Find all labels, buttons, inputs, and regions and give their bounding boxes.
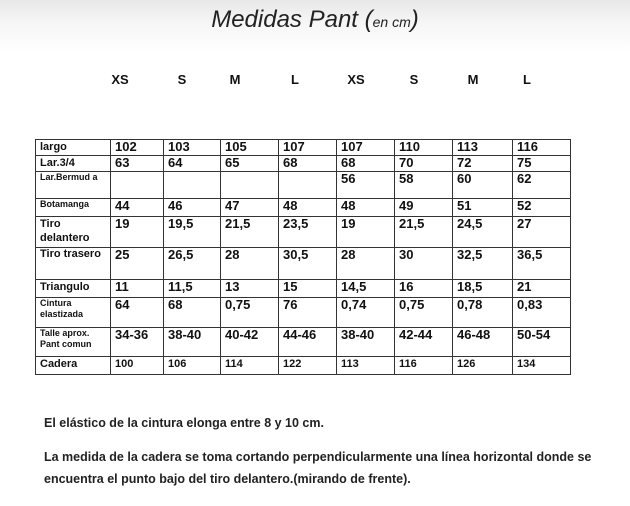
- row-label: Botamanga: [36, 199, 111, 217]
- page-title: [0, 6, 630, 34]
- measure-cell: 18,5: [453, 280, 513, 298]
- row-label: Tiro delantero: [36, 217, 111, 248]
- measure-cell: 76: [279, 298, 337, 328]
- measure-cell: 21: [513, 280, 571, 298]
- measure-cell: 19,5: [164, 217, 221, 248]
- note-elastic: El elástico de la cintura elonga entre 8 y 10 cm.: [44, 416, 324, 430]
- measurements-table: [35, 139, 571, 375]
- measure-cell: 27: [513, 217, 571, 248]
- row-label: Lar.3/4: [36, 156, 111, 172]
- measure-cell: [221, 172, 279, 199]
- size-label: S: [177, 72, 187, 87]
- size-label: S: [409, 72, 419, 87]
- measure-cell: 68: [337, 156, 395, 172]
- size-label: XS: [111, 72, 129, 87]
- measure-cell: 106: [164, 357, 221, 375]
- row-label: largo: [36, 140, 111, 156]
- measure-cell: 116: [513, 140, 571, 156]
- measure-cell: [279, 172, 337, 199]
- measure-cell: 60: [453, 172, 513, 199]
- measure-cell: 16: [395, 280, 453, 298]
- title-main: Medidas Pant: [211, 6, 365, 33]
- measure-cell: 44: [111, 199, 164, 217]
- table-row: [36, 280, 571, 298]
- measure-cell: 11: [111, 280, 164, 298]
- table-row: [36, 172, 571, 199]
- measure-cell: 56: [337, 172, 395, 199]
- measure-cell: 26,5: [164, 248, 221, 280]
- measure-cell: 100: [111, 357, 164, 375]
- measure-cell: 126: [453, 357, 513, 375]
- measure-cell: 38-40: [164, 328, 221, 357]
- measure-cell: 42-44: [395, 328, 453, 357]
- measure-cell: 14,5: [337, 280, 395, 298]
- measure-cell: 114: [221, 357, 279, 375]
- size-label: M: [467, 72, 479, 87]
- measure-cell: 24,5: [453, 217, 513, 248]
- measure-cell: 30,5: [279, 248, 337, 280]
- measure-cell: 116: [395, 357, 453, 375]
- measure-cell: 68: [279, 156, 337, 172]
- title-paren-open: (: [364, 6, 373, 33]
- measure-cell: 46: [164, 199, 221, 217]
- measure-cell: [164, 172, 221, 199]
- measure-cell: 113: [337, 357, 395, 375]
- measure-cell: 110: [395, 140, 453, 156]
- size-label: XS: [347, 72, 365, 87]
- measure-cell: 30: [395, 248, 453, 280]
- row-label: Tiro trasero: [36, 248, 111, 280]
- measure-cell: 13: [221, 280, 279, 298]
- measure-cell: 49: [395, 199, 453, 217]
- size-label: L: [291, 72, 299, 87]
- measure-cell: 23,5: [279, 217, 337, 248]
- measure-cell: 107: [337, 140, 395, 156]
- measure-cell: 34-36: [111, 328, 164, 357]
- measure-cell: 68: [164, 298, 221, 328]
- row-label: Cintura elastizada: [36, 298, 111, 328]
- measure-cell: 62: [513, 172, 571, 199]
- measure-cell: 0,83: [513, 298, 571, 328]
- title-unit: en cm: [372, 14, 411, 30]
- measure-cell: 11,5: [164, 280, 221, 298]
- measure-cell: 0,78: [453, 298, 513, 328]
- measure-cell: 19: [337, 217, 395, 248]
- measure-cell: 102: [111, 140, 164, 156]
- measure-cell: 21,5: [221, 217, 279, 248]
- measure-cell: 50-54: [513, 328, 571, 357]
- measure-cell: 113: [453, 140, 513, 156]
- size-label: L: [523, 72, 531, 87]
- measure-cell: 15: [279, 280, 337, 298]
- table-row: [36, 156, 571, 172]
- measure-cell: 28: [221, 248, 279, 280]
- measure-cell: 65: [221, 156, 279, 172]
- size-label: M: [229, 72, 241, 87]
- measure-cell: 38-40: [337, 328, 395, 357]
- measure-cell: 107: [279, 140, 337, 156]
- measure-cell: 32,5: [453, 248, 513, 280]
- measure-cell: 64: [164, 156, 221, 172]
- measure-cell: 46-48: [453, 328, 513, 357]
- table-row: [36, 199, 571, 217]
- measure-cell: 72: [453, 156, 513, 172]
- measure-cell: 25: [111, 248, 164, 280]
- measure-cell: 103: [164, 140, 221, 156]
- measure-cell: 44-46: [279, 328, 337, 357]
- title-paren-close: ): [410, 6, 419, 33]
- measure-cell: 28: [337, 248, 395, 280]
- table-row: [36, 328, 571, 357]
- measure-cell: 47: [221, 199, 279, 217]
- measure-cell: [111, 172, 164, 199]
- row-label: Lar.Bermud a: [36, 172, 111, 199]
- measure-cell: 48: [279, 199, 337, 217]
- row-label: Triangulo: [36, 280, 111, 298]
- measure-cell: 134: [513, 357, 571, 375]
- table-row: [36, 217, 571, 248]
- measure-cell: 70: [395, 156, 453, 172]
- measure-cell: 64: [111, 298, 164, 328]
- measure-cell: 40-42: [221, 328, 279, 357]
- measure-cell: 105: [221, 140, 279, 156]
- size-header: [0, 72, 630, 90]
- measure-cell: 58: [395, 172, 453, 199]
- table-row: [36, 248, 571, 280]
- measure-cell: 0,74: [337, 298, 395, 328]
- row-label: Cadera: [36, 357, 111, 375]
- measure-cell: 52: [513, 199, 571, 217]
- measure-cell: 36,5: [513, 248, 571, 280]
- measure-cell: 0,75: [221, 298, 279, 328]
- note-hip-measure: La medida de la cadera se toma cortando perpendicularmente una línea horizontal donde se encuentra el punto bajo del tiro delantero.(mirando de frente).: [44, 450, 592, 486]
- measure-cell: 48: [337, 199, 395, 217]
- measure-cell: 75: [513, 156, 571, 172]
- measure-cell: 51: [453, 199, 513, 217]
- table-row: [36, 357, 571, 375]
- measure-cell: 122: [279, 357, 337, 375]
- row-label: Talle aprox. Pant comun: [36, 328, 111, 357]
- measure-cell: 21,5: [395, 217, 453, 248]
- measure-cell: 0,75: [395, 298, 453, 328]
- measure-cell: 19: [111, 217, 164, 248]
- measure-cell: 63: [111, 156, 164, 172]
- table-row: [36, 140, 571, 156]
- table-row: [36, 298, 571, 328]
